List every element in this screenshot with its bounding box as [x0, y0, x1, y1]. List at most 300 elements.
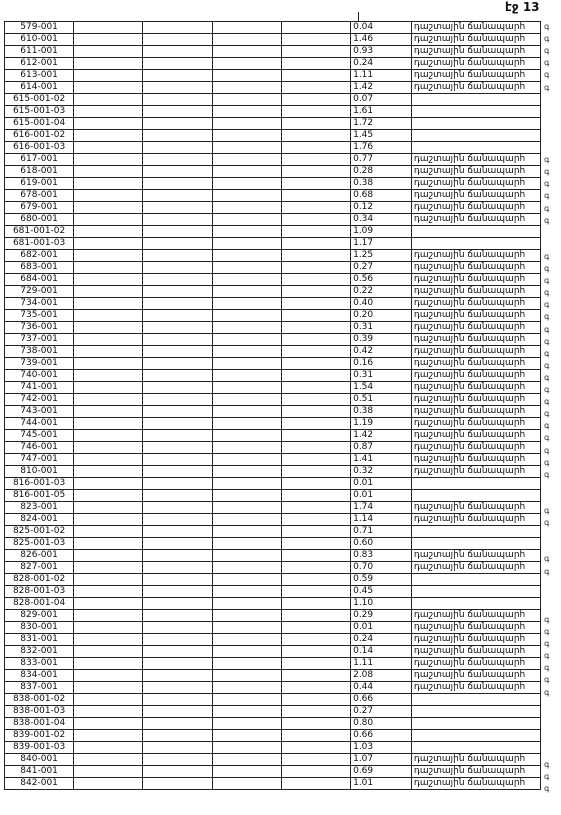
empty-cell-4	[281, 706, 350, 718]
empty-cell-2	[143, 754, 212, 766]
parcel-code-cell: 615-001-02	[5, 94, 74, 106]
empty-cell-4	[281, 46, 350, 58]
area-cell: 0.28	[351, 166, 412, 178]
empty-cell-3	[212, 754, 281, 766]
area-cell: 0.20	[351, 310, 412, 322]
empty-cell-2	[143, 178, 212, 190]
empty-cell-3	[212, 466, 281, 478]
side-mark: գ	[544, 385, 550, 394]
side-mark: գ	[544, 251, 550, 261]
empty-cell-3	[212, 226, 281, 238]
table-row	[5, 322, 541, 334]
parcel-code-cell: 816-001-05	[5, 490, 74, 502]
empty-cell-3	[212, 574, 281, 586]
side-mark: գ	[544, 566, 550, 576]
empty-cell-1	[74, 370, 143, 382]
empty-cell-1	[74, 610, 143, 622]
parcel-code-cell: 611-001	[5, 46, 74, 58]
empty-cell-1	[74, 730, 143, 742]
table-row	[5, 34, 541, 46]
empty-cell-3	[212, 298, 281, 310]
empty-cell-3	[212, 442, 281, 454]
empty-cell-1	[74, 634, 143, 646]
parcel-code-cell: 743-001	[5, 406, 74, 418]
side-mark: գ	[544, 397, 550, 407]
table-row	[5, 58, 541, 70]
empty-cell-1	[74, 82, 143, 94]
empty-cell-4	[281, 682, 350, 694]
table-row	[5, 778, 541, 790]
parcel-code-cell: 834-001	[5, 670, 74, 682]
land-use-cell: դաշտային ճանապարհ	[411, 250, 540, 262]
table-row	[5, 130, 541, 142]
land-use-cell	[411, 490, 540, 502]
empty-cell-4	[281, 322, 350, 334]
table-row	[5, 610, 541, 622]
empty-cell-2	[143, 322, 212, 334]
land-use-cell	[411, 598, 540, 610]
empty-cell-2	[143, 82, 212, 94]
empty-cell-2	[143, 778, 212, 790]
table-row	[5, 82, 541, 94]
side-mark: գ	[544, 34, 550, 44]
land-use-cell: դաշտային ճանապարհ	[411, 70, 540, 82]
side-mark: գ	[544, 179, 550, 189]
empty-cell-1	[74, 334, 143, 346]
empty-cell-2	[143, 22, 212, 34]
empty-cell-1	[74, 682, 143, 694]
empty-cell-2	[143, 466, 212, 478]
table-row	[5, 526, 541, 538]
parcel-code-cell: 615-001-03	[5, 106, 74, 118]
side-mark: գ	[544, 772, 550, 782]
parcel-code-cell: 828-001-04	[5, 598, 74, 610]
empty-cell-1	[74, 742, 143, 754]
empty-cell-1	[74, 310, 143, 322]
table-row	[5, 586, 541, 598]
area-cell: 2.08	[351, 670, 412, 682]
empty-cell-1	[74, 538, 143, 550]
side-mark: գ	[544, 639, 550, 649]
empty-cell-4	[281, 418, 350, 430]
area-cell: 1.42	[351, 430, 412, 442]
empty-cell-4	[281, 142, 350, 154]
empty-cell-2	[143, 34, 212, 46]
empty-cell-1	[74, 202, 143, 214]
area-cell: 0.31	[351, 322, 412, 334]
land-use-cell: դաշտային ճանապարհ	[411, 214, 540, 226]
land-use-cell	[411, 238, 540, 250]
parcel-code-cell: 832-001	[5, 646, 74, 658]
side-mark: գ	[544, 409, 550, 419]
land-use-cell: դաշտային ճանապարհ	[411, 310, 540, 322]
area-cell: 0.38	[351, 406, 412, 418]
empty-cell-1	[74, 22, 143, 34]
table-body	[5, 22, 541, 790]
empty-cell-1	[74, 694, 143, 706]
empty-cell-4	[281, 718, 350, 730]
parcel-code-cell: 613-001	[5, 70, 74, 82]
land-use-cell: դաշտային ճանապարհ	[411, 634, 540, 646]
empty-cell-1	[74, 514, 143, 526]
empty-cell-3	[212, 70, 281, 82]
empty-cell-2	[143, 586, 212, 598]
land-use-cell: դաշտային ճանապարհ	[411, 670, 540, 682]
empty-cell-4	[281, 622, 350, 634]
empty-cell-1	[74, 430, 143, 442]
side-mark: գ	[544, 627, 550, 636]
area-cell: 0.93	[351, 46, 412, 58]
empty-cell-3	[212, 262, 281, 274]
empty-cell-4	[281, 250, 350, 262]
table-row	[5, 514, 541, 526]
parcel-code-cell: 741-001	[5, 382, 74, 394]
parcel-code-cell: 828-001-02	[5, 574, 74, 586]
empty-cell-4	[281, 70, 350, 82]
land-use-cell: դաշտային ճանապարհ	[411, 202, 540, 214]
area-cell: 0.34	[351, 214, 412, 226]
empty-cell-3	[212, 286, 281, 298]
empty-cell-1	[74, 214, 143, 226]
table-row	[5, 310, 541, 322]
table-row	[5, 154, 541, 166]
empty-cell-2	[143, 118, 212, 130]
empty-cell-2	[143, 346, 212, 358]
empty-cell-4	[281, 166, 350, 178]
empty-cell-4	[281, 334, 350, 346]
empty-cell-2	[143, 310, 212, 322]
area-cell: 0.87	[351, 442, 412, 454]
empty-cell-1	[74, 466, 143, 478]
land-use-cell: դաշտային ճանապարհ	[411, 778, 540, 790]
empty-cell-3	[212, 598, 281, 610]
empty-cell-3	[212, 634, 281, 646]
empty-cell-3	[212, 154, 281, 166]
area-cell: 1.11	[351, 70, 412, 82]
land-use-cell	[411, 118, 540, 130]
empty-cell-2	[143, 286, 212, 298]
land-use-cell	[411, 142, 540, 154]
empty-cell-3	[212, 418, 281, 430]
table-row	[5, 706, 541, 718]
table-row	[5, 658, 541, 670]
empty-cell-3	[212, 778, 281, 790]
parcel-code-cell: 735-001	[5, 310, 74, 322]
empty-cell-1	[74, 502, 143, 514]
empty-cell-1	[74, 490, 143, 502]
parcel-code-cell: 679-001	[5, 202, 74, 214]
area-cell: 0.22	[351, 286, 412, 298]
empty-cell-2	[143, 274, 212, 286]
area-cell: 0.04	[351, 22, 412, 34]
table-row	[5, 382, 541, 394]
empty-cell-4	[281, 190, 350, 202]
parcel-code-cell: 579-001	[5, 22, 74, 34]
parcel-code-cell: 839-001-03	[5, 742, 74, 754]
empty-cell-4	[281, 358, 350, 370]
empty-cell-1	[74, 118, 143, 130]
empty-cell-2	[143, 58, 212, 70]
empty-cell-1	[74, 142, 143, 154]
empty-cell-2	[143, 694, 212, 706]
empty-cell-2	[143, 622, 212, 634]
table-row	[5, 274, 541, 286]
area-cell: 0.32	[351, 466, 412, 478]
empty-cell-2	[143, 526, 212, 538]
parcel-code-cell: 682-001	[5, 250, 74, 262]
empty-cell-3	[212, 562, 281, 574]
table-row	[5, 22, 541, 34]
empty-cell-4	[281, 754, 350, 766]
empty-cell-3	[212, 514, 281, 526]
parcel-code-cell: 816-001-03	[5, 478, 74, 490]
land-use-cell: դաշտային ճանապարհ	[411, 190, 540, 202]
area-cell: 0.24	[351, 634, 412, 646]
table-row	[5, 550, 541, 562]
area-cell: 1.76	[351, 142, 412, 154]
empty-cell-1	[74, 58, 143, 70]
table-row	[5, 178, 541, 190]
side-mark: գ	[544, 324, 550, 334]
empty-cell-3	[212, 22, 281, 34]
empty-cell-2	[143, 358, 212, 370]
land-use-cell: դաշտային ճանապարհ	[411, 550, 540, 562]
parcel-code-cell: 678-001	[5, 190, 74, 202]
land-use-cell: դաշտային ճանապարհ	[411, 334, 540, 346]
empty-cell-4	[281, 670, 350, 682]
land-use-cell: դաշտային ճանապարհ	[411, 442, 540, 454]
parcel-code-cell: 740-001	[5, 370, 74, 382]
parcel-code-cell: 746-001	[5, 442, 74, 454]
table-row	[5, 106, 541, 118]
empty-cell-4	[281, 658, 350, 670]
empty-cell-4	[281, 646, 350, 658]
table-row	[5, 598, 541, 610]
land-use-cell	[411, 718, 540, 730]
table-row	[5, 142, 541, 154]
parcel-code-cell: 828-001-03	[5, 586, 74, 598]
parcel-code-cell: 839-001-02	[5, 730, 74, 742]
table-row	[5, 646, 541, 658]
side-mark: գ	[544, 276, 550, 286]
empty-cell-3	[212, 706, 281, 718]
empty-cell-4	[281, 394, 350, 406]
empty-cell-3	[212, 118, 281, 130]
empty-cell-4	[281, 550, 350, 562]
empty-cell-3	[212, 766, 281, 778]
empty-cell-3	[212, 334, 281, 346]
side-mark: գ	[544, 784, 550, 794]
table-row	[5, 358, 541, 370]
empty-cell-1	[74, 586, 143, 598]
empty-cell-4	[281, 490, 350, 502]
table-row	[5, 538, 541, 550]
area-cell: 0.45	[351, 586, 412, 598]
empty-cell-2	[143, 742, 212, 754]
empty-cell-2	[143, 166, 212, 178]
empty-cell-1	[74, 46, 143, 58]
empty-cell-1	[74, 358, 143, 370]
area-cell: 1.09	[351, 226, 412, 238]
parcel-code-cell: 734-001	[5, 298, 74, 310]
empty-cell-2	[143, 454, 212, 466]
parcel-code-cell: 833-001	[5, 658, 74, 670]
land-use-cell: դաշտային ճանապարհ	[411, 322, 540, 334]
parcel-code-cell: 826-001	[5, 550, 74, 562]
land-use-cell: դաշտային ճանապարհ	[411, 46, 540, 58]
land-use-cell	[411, 706, 540, 718]
empty-cell-3	[212, 670, 281, 682]
empty-cell-2	[143, 598, 212, 610]
area-cell: 0.70	[351, 562, 412, 574]
empty-cell-2	[143, 550, 212, 562]
empty-cell-4	[281, 466, 350, 478]
side-mark: գ	[544, 167, 550, 177]
side-mark: գ	[544, 360, 550, 370]
empty-cell-4	[281, 274, 350, 286]
table-row	[5, 730, 541, 742]
empty-cell-2	[143, 706, 212, 718]
land-use-cell: դաշտային ճանապարհ	[411, 682, 540, 694]
table-row	[5, 370, 541, 382]
area-cell: 0.38	[351, 178, 412, 190]
parcel-code-cell: 830-001	[5, 622, 74, 634]
empty-cell-3	[212, 310, 281, 322]
empty-cell-3	[212, 382, 281, 394]
empty-cell-4	[281, 202, 350, 214]
table-row	[5, 718, 541, 730]
empty-cell-1	[74, 562, 143, 574]
table-row	[5, 766, 541, 778]
table-row	[5, 190, 541, 202]
empty-cell-3	[212, 430, 281, 442]
land-use-cell	[411, 586, 540, 598]
parcel-code-cell: 841-001	[5, 766, 74, 778]
table-row	[5, 574, 541, 586]
empty-cell-1	[74, 778, 143, 790]
area-cell: 1.17	[351, 238, 412, 250]
table-row	[5, 202, 541, 214]
empty-cell-2	[143, 382, 212, 394]
parcel-code-cell: 838-001-04	[5, 718, 74, 730]
empty-cell-2	[143, 634, 212, 646]
empty-cell-4	[281, 82, 350, 94]
empty-cell-4	[281, 778, 350, 790]
area-cell: 0.24	[351, 58, 412, 70]
side-mark: գ	[544, 215, 550, 225]
area-cell: 1.74	[351, 502, 412, 514]
area-cell: 0.12	[351, 202, 412, 214]
area-cell: 0.69	[351, 766, 412, 778]
area-cell: 1.01	[351, 778, 412, 790]
page-number: էջ 13	[505, 0, 540, 14]
empty-cell-4	[281, 526, 350, 538]
empty-cell-1	[74, 106, 143, 118]
table-row	[5, 418, 541, 430]
area-cell: 0.39	[351, 334, 412, 346]
land-use-cell: դաշտային ճանապարհ	[411, 562, 540, 574]
table-row	[5, 46, 541, 58]
empty-cell-3	[212, 274, 281, 286]
area-cell: 0.27	[351, 706, 412, 718]
empty-cell-3	[212, 106, 281, 118]
area-cell: 1.45	[351, 130, 412, 142]
table-row	[5, 262, 541, 274]
empty-cell-3	[212, 214, 281, 226]
land-use-cell: դաշտային ճանապարհ	[411, 418, 540, 430]
side-mark: գ	[544, 264, 550, 273]
land-use-cell: դաշտային ճանապարհ	[411, 502, 540, 514]
empty-cell-1	[74, 190, 143, 202]
area-cell: 0.59	[351, 574, 412, 586]
parcel-code-cell: 838-001-03	[5, 706, 74, 718]
table-row	[5, 466, 541, 478]
empty-cell-2	[143, 658, 212, 670]
area-cell: 1.46	[351, 34, 412, 46]
empty-cell-3	[212, 358, 281, 370]
empty-cell-3	[212, 406, 281, 418]
parcel-code-cell: 736-001	[5, 322, 74, 334]
parcel-code-cell: 614-001	[5, 82, 74, 94]
parcel-code-cell: 825-001-03	[5, 538, 74, 550]
area-cell: 0.14	[351, 646, 412, 658]
parcel-code-cell: 838-001-02	[5, 694, 74, 706]
area-cell: 0.80	[351, 718, 412, 730]
top-rule	[358, 12, 359, 21]
land-use-cell: դաշտային ճանապարհ	[411, 622, 540, 634]
area-cell: 1.54	[351, 382, 412, 394]
table-row	[5, 694, 541, 706]
land-use-cell: դաշտային ճանապարհ	[411, 286, 540, 298]
land-use-cell: դաշտային ճանապարհ	[411, 394, 540, 406]
land-use-cell: դաշտային ճանապարհ	[411, 346, 540, 358]
table-row	[5, 346, 541, 358]
parcel-code-cell: 823-001	[5, 502, 74, 514]
area-cell: 1.03	[351, 742, 412, 754]
empty-cell-2	[143, 442, 212, 454]
empty-cell-4	[281, 442, 350, 454]
empty-cell-3	[212, 454, 281, 466]
table-row	[5, 670, 541, 682]
empty-cell-3	[212, 178, 281, 190]
land-use-cell	[411, 106, 540, 118]
side-mark: գ	[544, 421, 550, 431]
land-use-cell	[411, 574, 540, 586]
table-row	[5, 562, 541, 574]
area-cell: 1.41	[351, 454, 412, 466]
side-mark: գ	[544, 312, 550, 322]
table-row	[5, 406, 541, 418]
land-use-cell: դաշտային ճանապարհ	[411, 34, 540, 46]
empty-cell-4	[281, 478, 350, 490]
land-use-cell: դաշտային ճանապարհ	[411, 154, 540, 166]
land-use-cell: դաշտային ճանապարհ	[411, 298, 540, 310]
parcel-code-cell: 825-001-02	[5, 526, 74, 538]
parcel-code-cell: 618-001	[5, 166, 74, 178]
empty-cell-3	[212, 202, 281, 214]
empty-cell-3	[212, 730, 281, 742]
empty-cell-3	[212, 250, 281, 262]
empty-cell-2	[143, 514, 212, 526]
empty-cell-4	[281, 430, 350, 442]
side-mark: գ	[544, 155, 550, 165]
land-use-cell: դաշտային ճանապարհ	[411, 178, 540, 190]
table-row	[5, 166, 541, 178]
table-row	[5, 238, 541, 250]
parcel-code-cell: 739-001	[5, 358, 74, 370]
area-cell: 0.07	[351, 94, 412, 106]
empty-cell-4	[281, 766, 350, 778]
